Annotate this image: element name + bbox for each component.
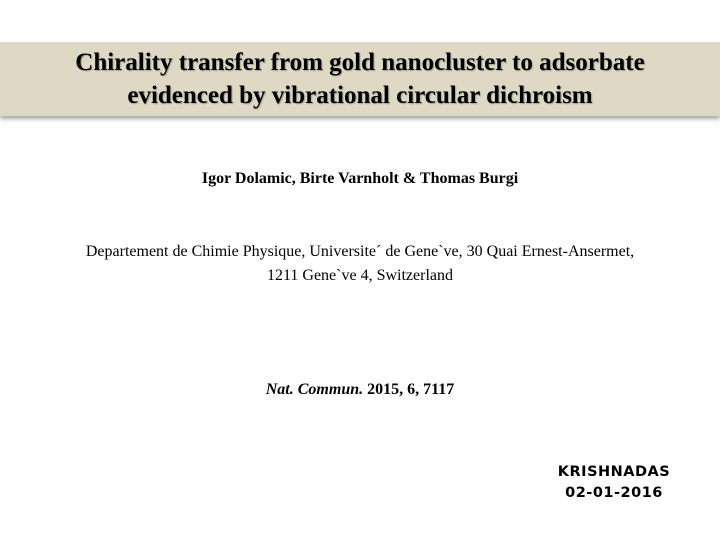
presentation-date: 02-01-2016 xyxy=(565,485,663,501)
slide-title-line-2: evidenced by vibrational circular dichroism xyxy=(127,82,593,109)
presenter-name: KRISHNADAS xyxy=(557,464,671,480)
slide-title-line-1: Chirality transfer from gold nanocluster to adsorbate xyxy=(75,49,645,76)
authors: Igor Dolamic, Birte Varnholt & Thomas Burgi xyxy=(201,170,519,187)
presenter-block xyxy=(530,462,698,504)
citation-journal: Nat. Commun. xyxy=(265,381,364,398)
title-band xyxy=(0,42,720,116)
affiliation xyxy=(0,240,720,288)
citation-details: 2015, 6, 7117 xyxy=(363,381,455,398)
citation xyxy=(0,380,720,400)
affiliation-line-1: Departement de Chimie Physique, Universite´ de Gene`ve, 30 Quai Ernest-Ansermet, xyxy=(85,243,635,260)
affiliation-line-2: 1211 Gene`ve 4, Switzerland xyxy=(266,267,453,284)
